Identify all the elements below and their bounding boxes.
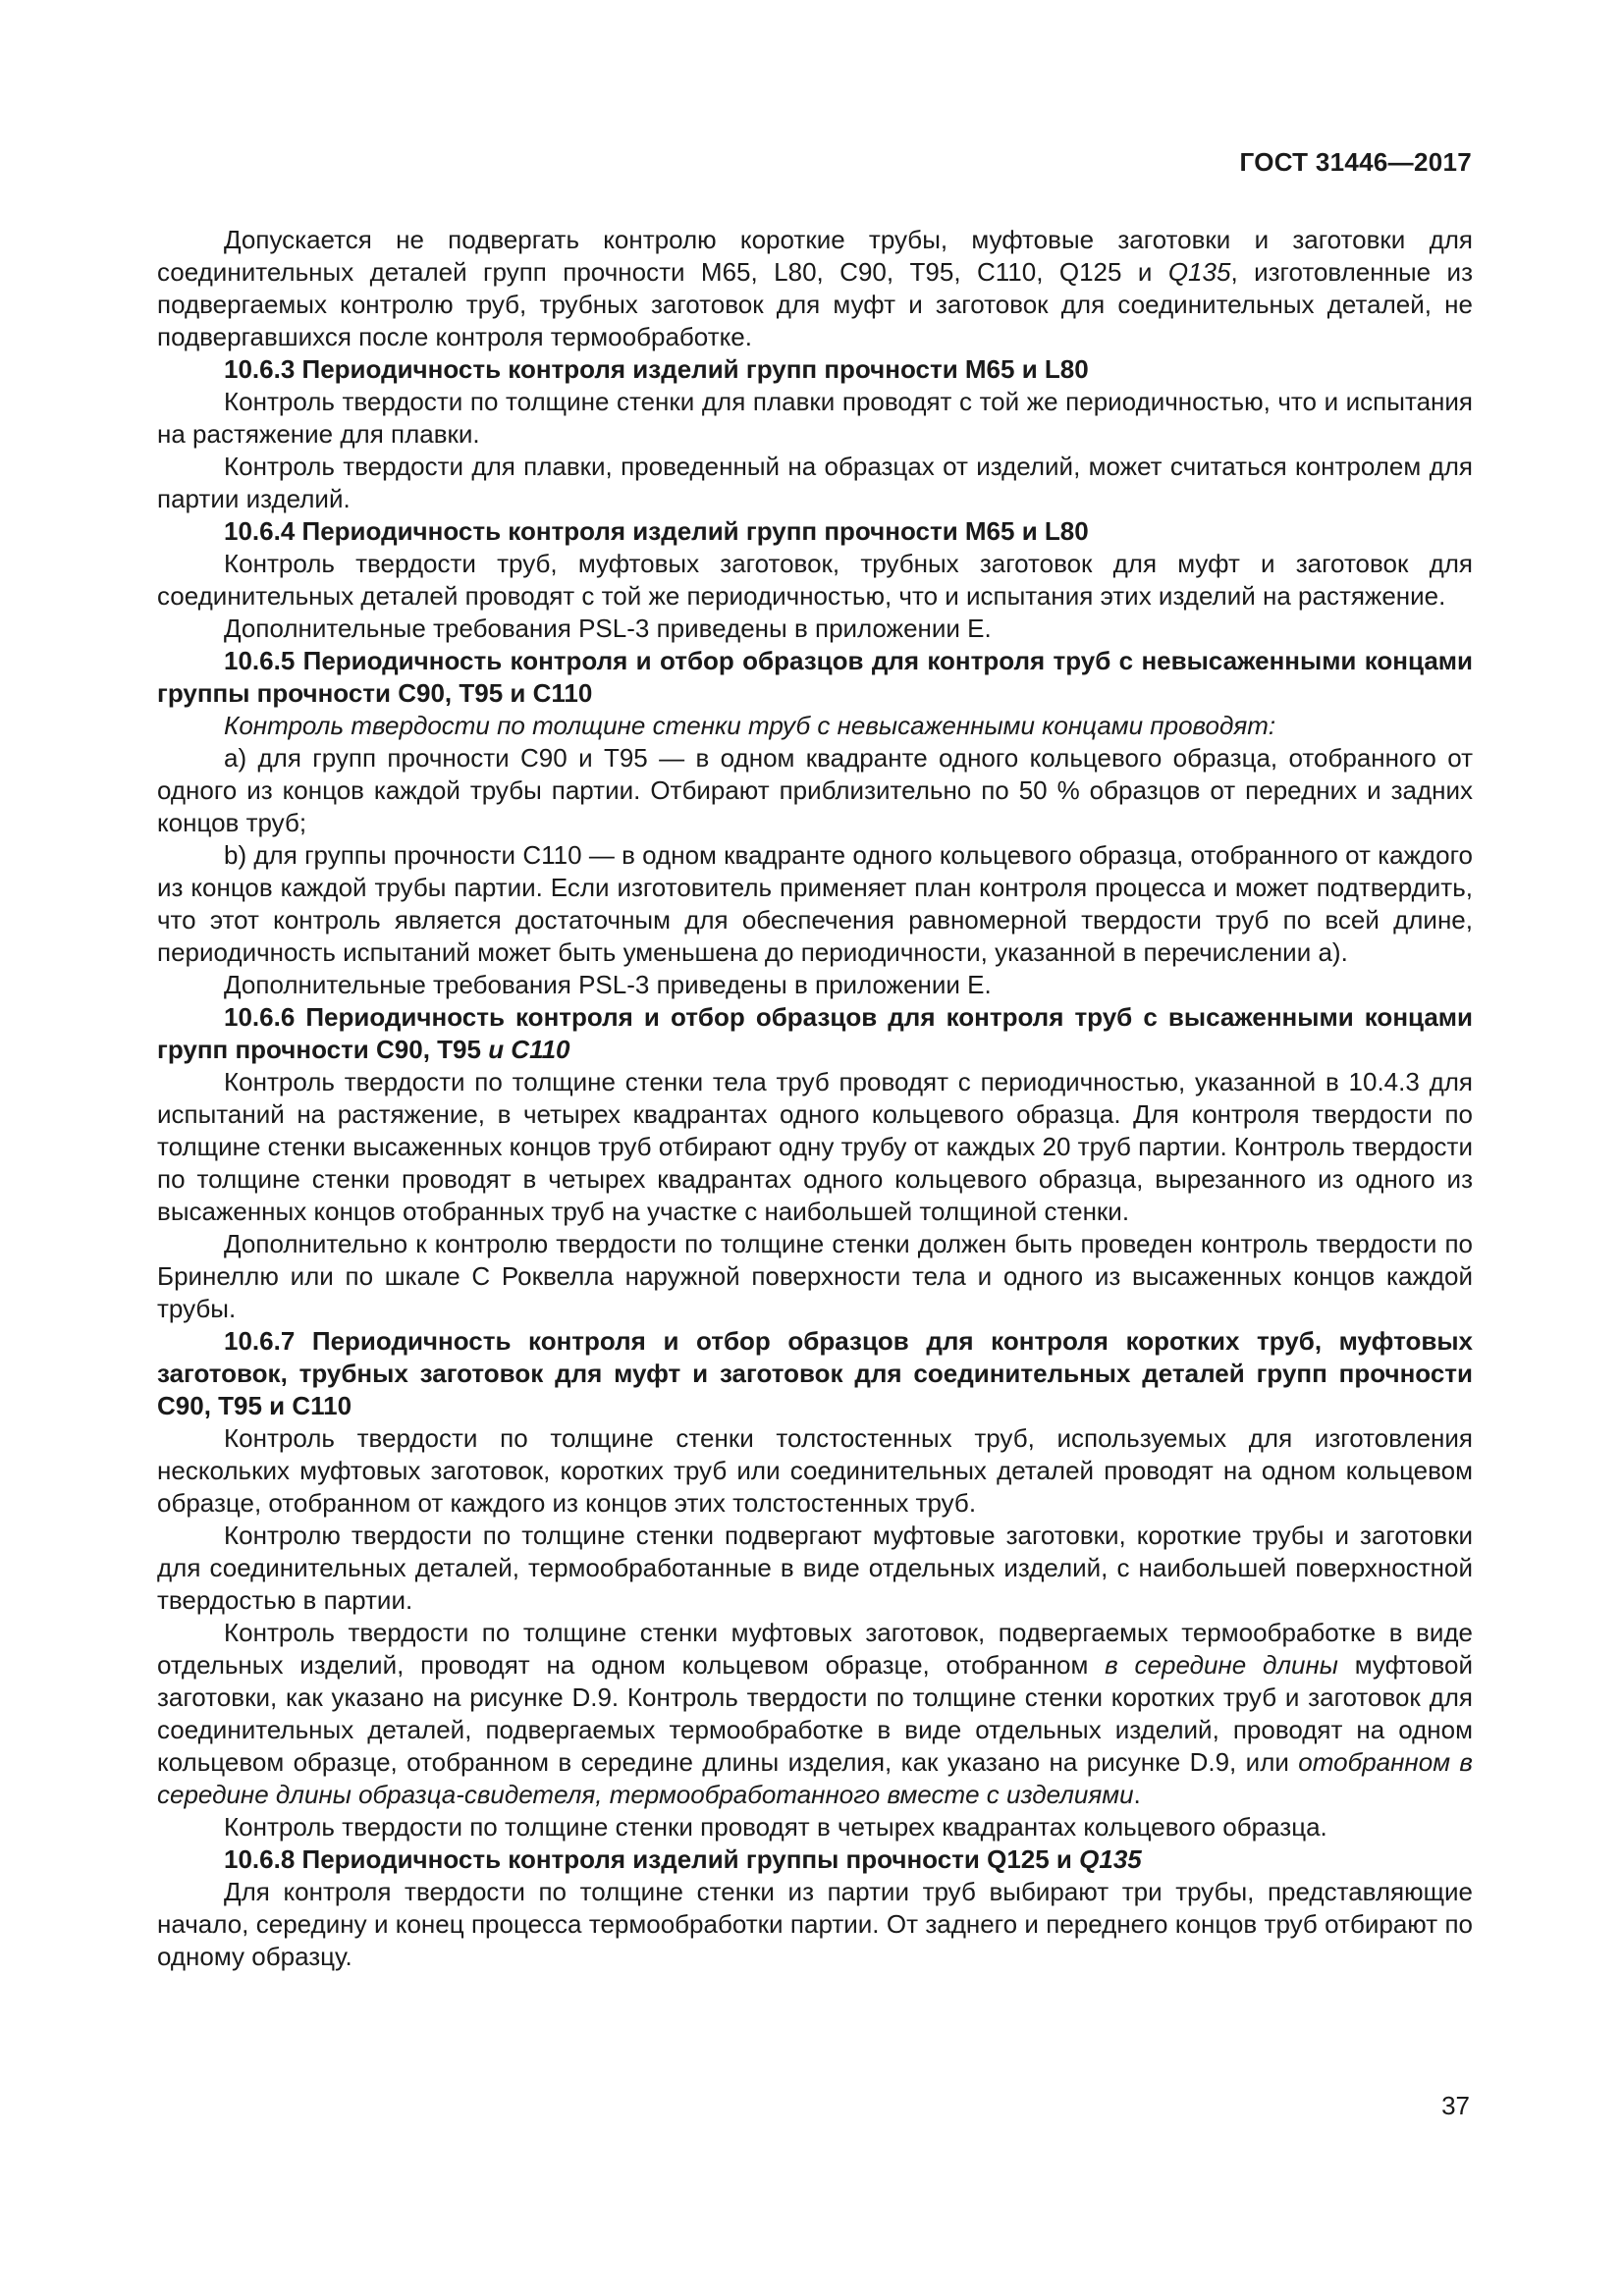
text-run: Допускается не подвергать контролю короткие трубы, муфтовые заготовки и заготовки для соединительных деталей групп прочности М65, L80, С90, Т95, С110, Q125 и — [157, 225, 1473, 287]
paragraph — [157, 613, 1473, 645]
section-heading — [157, 1843, 1473, 1876]
text-run: 10.6.6 Периодичность контроля и отбор образцов для контроля труб с высаженными концами групп прочности С90, Т95 — [157, 1002, 1473, 1064]
text-run: Контроль твердости по толщине стенки тела труб проводят с периодичностью, указанной в 10.4.3 для испытаний на растяжение, в четырех квадрантах одного кольцевого образца. Для контроля твердости по толщине стенки высаженных концов труб отбирают одну трубу от каждых 20 труб партии. Контроль твердости по толщине стенки проводят в четырех квадрантах одного кольцевого образца, вырезанного из одного из высаженных концов отобранных труб на участке с наибольшей толщиной стенки. — [157, 1067, 1473, 1226]
italic-text-run: отобранном в середине длины образца-свидетеля, термообработанного вместе с изделиями — [157, 1747, 1473, 1809]
paragraph — [157, 1876, 1473, 1973]
paragraph — [157, 451, 1473, 515]
paragraph — [157, 386, 1473, 451]
document-header: ГОСТ 31446—2017 — [1239, 147, 1472, 177]
text-run: . — [1133, 1780, 1141, 1809]
paragraph — [157, 1520, 1473, 1617]
text-run: 10.6.7 Периодичность контроля и отбор образцов для контроля коротких труб, муфтовых заготовок, трубных заготовок для муфт и заготовок для соединительных деталей групп прочности С90, Т95 и С110 — [157, 1326, 1473, 1420]
text-run: b) для группы прочности С110 — в одном квадранте одного кольцевого образца, отобранного от каждого из концов каждой трубы партии. Если изготовитель применяет план контроля процесса и может подтвердить, что этот контроль является достаточным для обеспечения равномерной твердости труб по всей длине, периодичность испытаний может быть уменьшена до периодичности, указанной в перечислении а). — [157, 840, 1473, 967]
section-heading — [157, 353, 1473, 386]
text-run: Контроль твердости по толщине стенки проводят в четырех квадрантах кольцевого образца. — [224, 1812, 1327, 1842]
text-run: Дополнительные требования PSL-3 приведены в приложении Е. — [224, 970, 992, 999]
italic-text-run: и С110 — [488, 1035, 570, 1064]
text-run: Контроль твердости труб, муфтовых заготовок, трубных заготовок для муфт и заготовок для соединительных деталей проводят с той же периодичностью, что и испытания этих изделий на растяжение. — [157, 549, 1473, 611]
italic-text-run: Q135 — [1079, 1844, 1142, 1874]
section-heading — [157, 1325, 1473, 1422]
paragraph — [157, 742, 1473, 839]
paragraph — [157, 548, 1473, 613]
text-run: муфтовой заготовки, как указано на рисунке D.9. Контроль твердости по толщине стенки коротких труб и заготовок для соединительных деталей, подвергаемых термообработке в виде отдельных изделий, проводят на одном кольцевом образце, отобранном в середине длины изделия, как указано на рисунке D.9, или — [157, 1650, 1473, 1777]
text-run: Контроль твердости по толщине стенки муфтовых заготовок, подвергаемых термообработке в виде отдельных изделий, проводят на одном кольцевом образце, отобранном — [157, 1618, 1473, 1680]
paragraph — [157, 1617, 1473, 1811]
paragraph — [157, 710, 1473, 742]
paragraph — [157, 224, 1473, 353]
paragraph — [157, 1422, 1473, 1520]
text-run: 10.6.3 Периодичность контроля изделий групп прочности М65 и L80 — [224, 354, 1089, 384]
text-run: Контроль твердости по толщине стенки толстостенных труб, используемых для изготовления нескольких муфтовых заготовок, коротких труб или соединительных деталей проводят на одном кольцевом образце, отобранном от каждого из концов этих толстостенных труб. — [157, 1423, 1473, 1518]
paragraph — [157, 839, 1473, 969]
text-run: Контроль твердости по толщине стенки для плавки проводят с той же периодичностью, что и испытания на растяжение для плавки. — [157, 387, 1473, 449]
italic-text-run: Контроль твердости по толщине стенки труб с невысаженными концами проводят: — [224, 711, 1276, 740]
paragraph — [157, 1228, 1473, 1325]
page-number: 37 — [1441, 2091, 1470, 2120]
paragraph — [157, 1066, 1473, 1228]
section-heading — [157, 645, 1473, 710]
text-run: 10.6.4 Периодичность контроля изделий групп прочности М65 и L80 — [224, 516, 1089, 546]
section-heading — [157, 515, 1473, 548]
text-run: Контроль твердости для плавки, проведенный на образцах от изделий, может считаться контролем для партии изделий. — [157, 452, 1473, 513]
paragraph — [157, 969, 1473, 1001]
section-heading — [157, 1001, 1473, 1066]
document-body — [157, 224, 1473, 1973]
text-run: 10.6.5 Периодичность контроля и отбор образцов для контроля труб с невысаженными концами группы прочности С90, Т95 и С110 — [157, 646, 1473, 708]
text-run: 10.6.8 Периодичность контроля изделий группы прочности Q125 и — [224, 1844, 1080, 1874]
paragraph — [157, 1811, 1473, 1843]
text-run: Дополнительные требования PSL-3 приведены в приложении Е. — [224, 614, 992, 643]
text-run: Контролю твердости по толщине стенки подвергают муфтовые заготовки, короткие трубы и заготовки для соединительных деталей, термообработанные в виде отдельных изделий, с наибольшей поверхностной твердостью в партии. — [157, 1521, 1473, 1615]
text-run: Для контроля твердости по толщине стенки из партии труб выбирают три трубы, представляющие начало, середину и конец процесса термообработки партии. От заднего и переднего концов труб отбирают по одному образцу. — [157, 1877, 1473, 1971]
italic-text-run: в середине длины — [1105, 1650, 1338, 1680]
text-run: , изготовленные из подвергаемых контролю труб, трубных заготовок для муфт и заготовок для соединительных деталей, не подвергавшихся после контроля термообработке. — [157, 257, 1473, 351]
text-run: a) для групп прочности С90 и Т95 — в одном квадранте одного кольцевого образца, отобранного от одного из концов каждой трубы партии. Отбирают приблизительно по 50 % образцов от передних и задних концов труб; — [157, 743, 1473, 837]
italic-text-run: Q135 — [1167, 257, 1231, 287]
text-run: Дополнительно к контролю твердости по толщине стенки должен быть проведен контроль твердости по Бринеллю или по шкале С Роквелла наружной поверхности тела и одного из высаженных концов каждой трубы. — [157, 1229, 1473, 1323]
